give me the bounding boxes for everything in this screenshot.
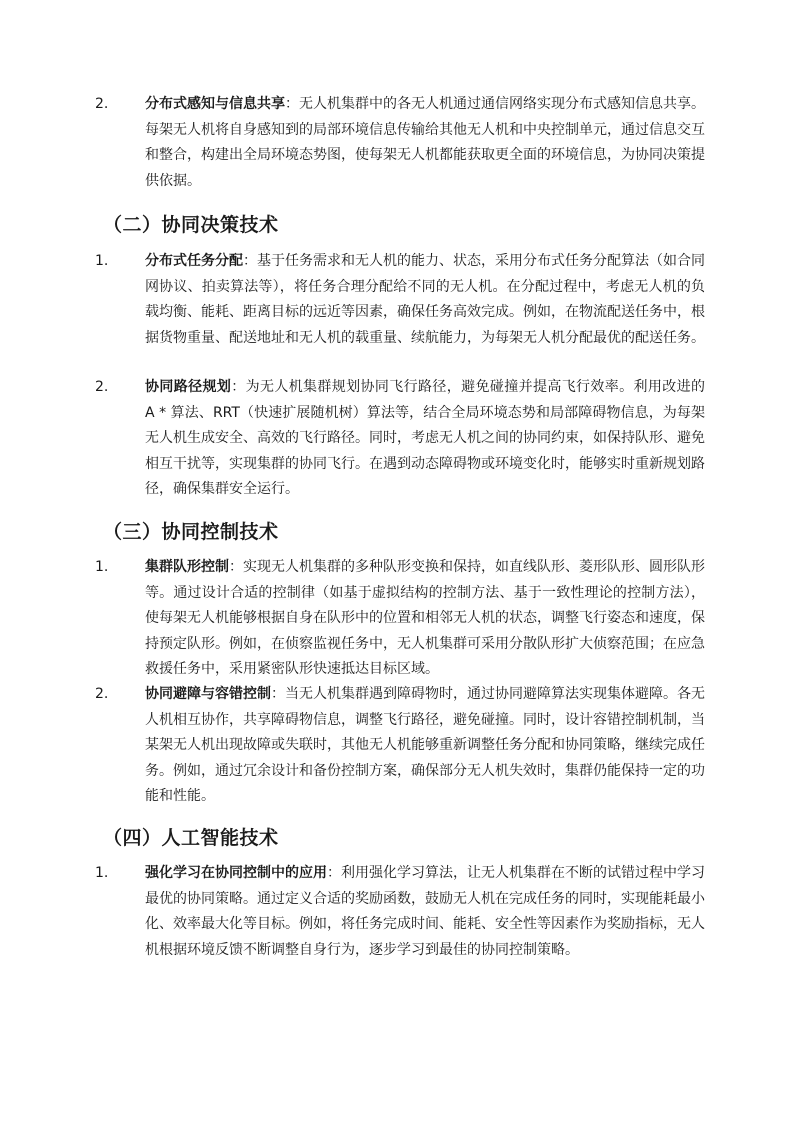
list-item-number: 2. — [95, 686, 109, 702]
list-item-body — [145, 92, 705, 194]
list-item-label: 分布式感知与信息共享 — [145, 96, 285, 112]
list-item-label: 协同路径规划 — [145, 379, 232, 395]
section-heading: （四）人工智能技术 — [103, 827, 279, 849]
list-item-text: ：利用强化学习算法，让无人机集群在不断的试错过程中学习最优的协同策略。通过定义合适的奖励函数，鼓励无人机在完成任务的同时，实现能耗最小化、效率最大化等目标。例如，将任务完成时间、能耗、安全性等因素作为奖励指标，无人机根据环境反馈不断调整自身行为，逐步学习到最佳的协同控制策略。 — [145, 865, 705, 958]
list-item-number: 2. — [95, 379, 109, 395]
list-item-label: 集群队形控制 — [145, 559, 229, 575]
list-item — [95, 92, 705, 194]
list-item-label: 协同避障与容错控制 — [145, 686, 271, 702]
list-item — [95, 249, 705, 351]
list-item-body — [145, 682, 705, 810]
list-item-body — [145, 249, 705, 351]
list-item — [95, 861, 705, 963]
list-item-text: ：实现无人机集群的多种队形变换和保持，如直线队形、菱形队形、圆形队形等。通过设计合适的控制律（如基于虚拟结构的控制方法、基于一致性理论的控制方法），使每架无人机能够根据自身在队形中的位置和相邻无人机的状态，调整飞行姿态和速度，保持预定队形。例如，在侦察监视任务中，无人机集群可采用分散队形扩大侦察范围；在应急救援任务中，采用紧密队形快速抵达目标区域。 — [145, 559, 705, 677]
list-item-text: ：基于任务需求和无人机的能力、状态，采用分布式任务分配算法（如合同网协议、拍卖算法等），将任务合理分配给不同的无人机。在分配过程中，考虑无人机的负载均衡、能耗、距离目标的远近等因素，确保任务高效完成。例如，在物流配送任务中，根据货物重量、配送地址和无人机的载重量、续航能力，为每架无人机分配最优的配送任务。 — [145, 253, 705, 346]
section-heading: （二）协同决策技术 — [103, 214, 279, 236]
list-item-number: 1. — [95, 253, 109, 269]
list-item-number: 2. — [95, 96, 109, 112]
list-item-text: ：当无人机集群遇到障碍物时，通过协同避障算法实现集体避障。各无人机相互协作，共享障碍物信息，调整飞行路径，避免碰撞。同时，设计容错控制机制，当某架无人机出现故障或失联时，其他无人机能够重新调整任务分配和协同策略，继续完成任务。例如，通过冗余设计和备份控制方案，确保部分无人机失效时，集群仍能保持一定的功能和性能。 — [145, 686, 705, 804]
list-item-label: 强化学习在协同控制中的应用 — [145, 865, 327, 881]
list-item-number: 1. — [95, 559, 109, 575]
list-item — [95, 375, 705, 503]
list-item-text: ：为无人机集群规划协同飞行路径，避免碰撞并提高飞行效率。利用改进的 A * 算法、RRT（快速扩展随机树）算法等，结合全局环境态势和局部障碍物信息，为每架无人机生成安全、高效的飞行路径。同时，考虑无人机之间的协同约束，如保持队形、避免相互干扰等，实现集群的协同飞行。在遇到动态障碍物或环境变化时，能够实时重新规划路径，确保集群安全运行。 — [145, 379, 706, 497]
list-item-number: 1. — [95, 865, 109, 881]
list-item-body — [145, 375, 705, 503]
section-heading: （三）协同控制技术 — [103, 521, 279, 543]
list-item-text: ：无人机集群中的各无人机通过通信网络实现分布式感知信息共享。每架无人机将自身感知到的局部环境信息传输给其他无人机和中央控制单元，通过信息交互和整合，构建出全局环境态势图，使每架无人机都能获取更全面的环境信息，为协同决策提供依据。 — [145, 96, 705, 189]
list-item — [95, 555, 705, 683]
list-item-body — [145, 861, 705, 963]
list-item-label: 分布式任务分配 — [145, 253, 243, 269]
list-item-body — [145, 555, 705, 683]
list-item — [95, 682, 705, 810]
